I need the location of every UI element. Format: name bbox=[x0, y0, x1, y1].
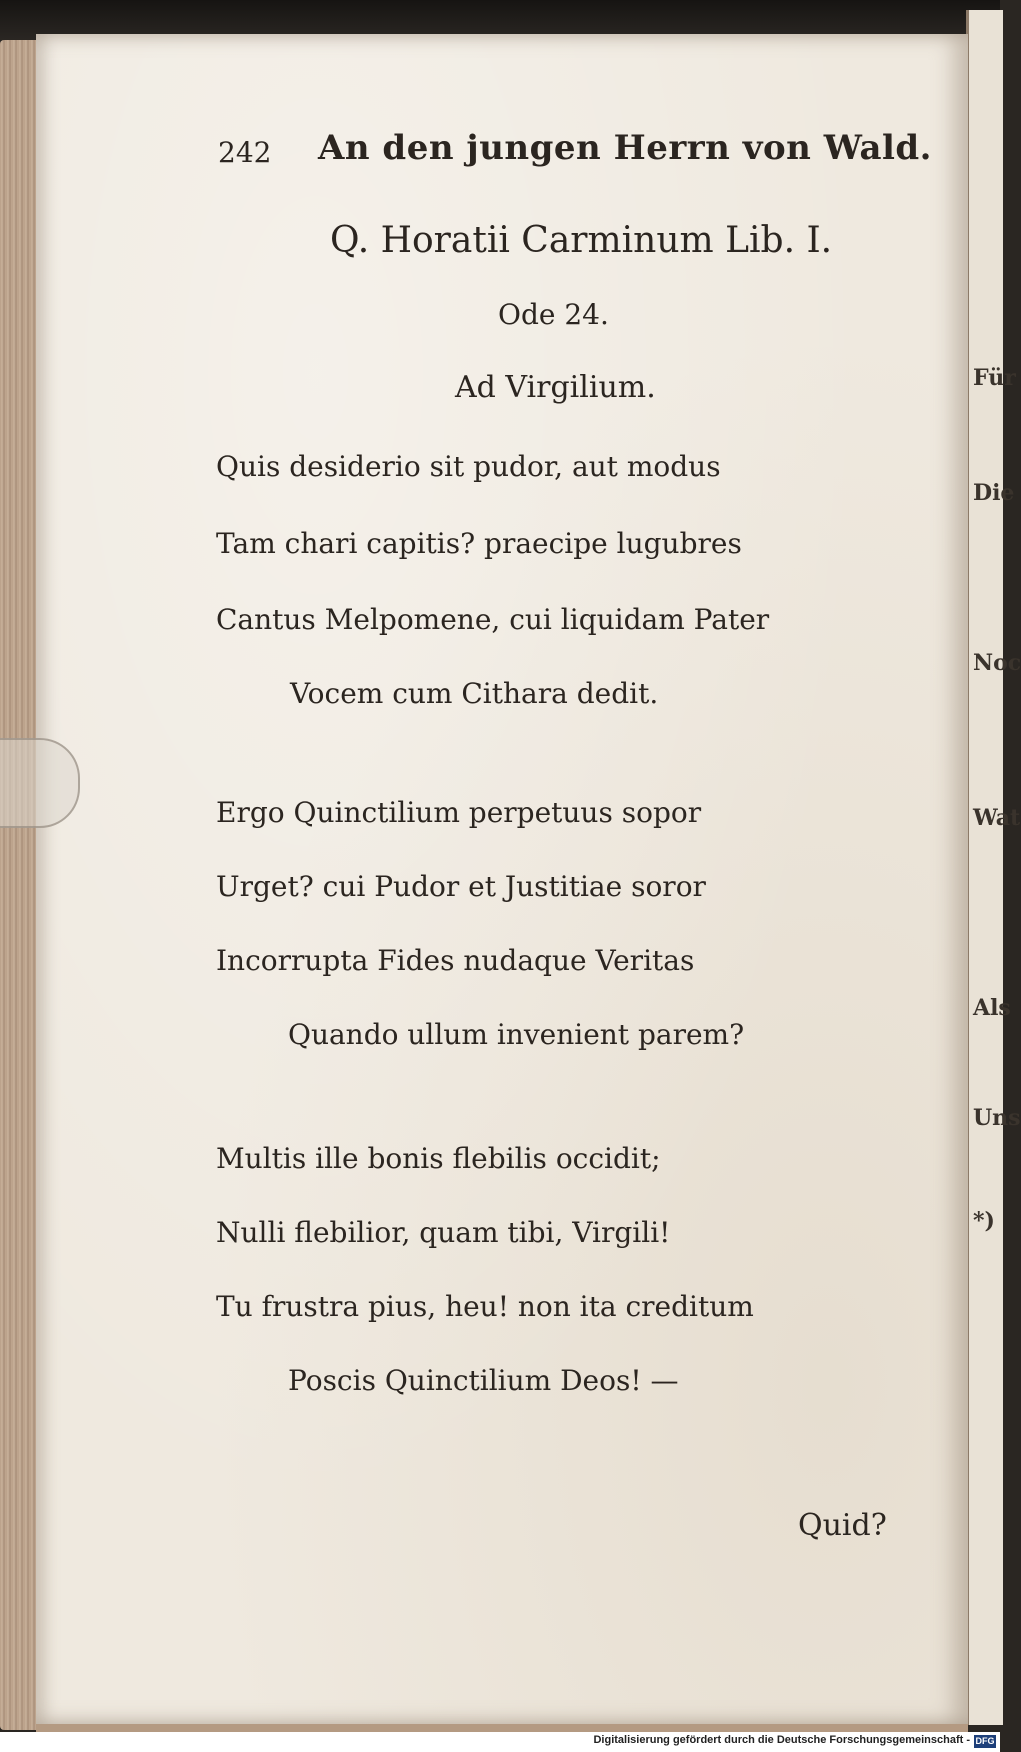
poem-line: Quis desiderio sit pudor, aut modus bbox=[216, 450, 721, 483]
next-page-fragment: Die bbox=[973, 480, 1015, 506]
next-page-fragment: Für bbox=[973, 365, 1016, 391]
poem-line: Multis ille bonis flebilis occidit; bbox=[216, 1142, 661, 1175]
page-bottom-edge bbox=[36, 1724, 968, 1732]
poem-line: Urget? cui Pudor et Justitiae soror bbox=[216, 870, 706, 903]
poem-line: Ergo Quinctilium perpetuus sopor bbox=[216, 796, 702, 829]
poem-line: Incorrupta Fides nudaque Veritas bbox=[216, 944, 695, 977]
next-page-fragment: Wat bbox=[973, 805, 1021, 831]
next-page-fragment: Als bbox=[973, 995, 1011, 1021]
page-number: 242 bbox=[218, 136, 272, 169]
poem-title: Q. Horatii Carminum Lib. I. bbox=[330, 220, 833, 261]
next-page-fragment: *) bbox=[973, 1208, 995, 1234]
next-page-fragment: Noc bbox=[973, 650, 1021, 676]
footer-credit: Digitalisierung gefördert durch die Deutsche Forschungsgemeinschaft - bbox=[593, 1734, 970, 1746]
next-page-fragment: Uns bbox=[973, 1105, 1021, 1131]
poem-line: Tam chari capitis? praecipe lugubres bbox=[216, 527, 742, 560]
ode-number: Ode 24. bbox=[498, 298, 609, 331]
dfg-logo: DFG bbox=[975, 1736, 995, 1746]
digitization-footer bbox=[0, 1732, 1000, 1752]
poem-line: Quando ullum invenient parem? bbox=[288, 1018, 745, 1051]
poem-line: Nulli flebilior, quam tibi, Virgili! bbox=[216, 1216, 671, 1249]
poem-line: Poscis Quinctilium Deos! — bbox=[288, 1364, 679, 1397]
poem-line: Tu frustra pius, heu! non ita creditum bbox=[216, 1290, 754, 1323]
next-page-strip bbox=[966, 10, 1021, 1725]
poem-line: Cantus Melpomene, cui liquidam Pater bbox=[216, 603, 770, 636]
poem-addressee: Ad Virgilium. bbox=[455, 370, 656, 405]
catchword: Quid? bbox=[798, 1508, 887, 1543]
page-clip bbox=[0, 738, 80, 828]
running-title: An den jungen Herrn von Wald. bbox=[318, 128, 933, 168]
poem-line: Vocem cum Cithara dedit. bbox=[290, 677, 659, 710]
